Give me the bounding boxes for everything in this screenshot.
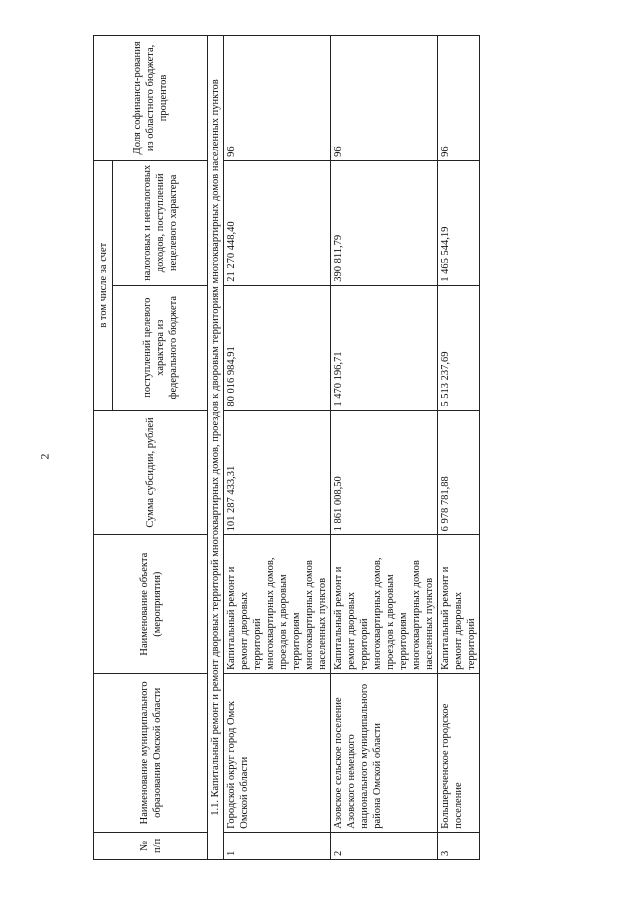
row-share: 96 [331,36,438,161]
row-tax: 1 465 544,19 [438,160,480,285]
row-municipality: Городской округ город Омск Омской области [224,673,331,832]
page-number: 2 [37,453,52,460]
header-num: № п/п [94,832,208,859]
section-title: 1.1. Капитальный ремонт и ремонт дворовых территорий многоквартирных домов, проездов к дворовым территориям многоквартирных домов населенных пунктов [208,36,224,860]
subsidy-table-container [93,35,477,860]
header-object: Наименование объекта (мероприятия) [94,535,208,673]
table-row [438,36,480,860]
section-row [208,36,224,860]
row-amount: 101 287 433,31 [224,410,331,535]
table-header-row [94,36,113,860]
table-row [331,36,438,860]
row-amount: 1 861 008,50 [331,410,438,535]
row-object: Капитальный ремонт и ремонт дворовых территорий многоквартирных домов, проездов к дворовым территориям многоквартирных домов населенных пунктов [331,535,438,673]
header-municipality: Наименование муниципального образования Омской области [94,673,208,832]
header-share: Доля софинанси-рования из областного бюджета, процентов [94,36,208,161]
row-share: 96 [224,36,331,161]
subsidy-table [93,35,480,860]
header-federal: поступлений целевого характера из федерального бюджета [113,285,208,410]
row-federal: 80 016 984,91 [224,285,331,410]
row-municipality: Азовское сельское поселение Азовского немецкого национального муниципального района Омской области [331,673,438,832]
table-row [224,36,331,860]
header-including: в том числе за счет [94,160,113,410]
row-num: 1 [224,832,331,859]
row-municipality: Большереченское городское поселение [438,673,480,832]
row-federal: 5 513 237,69 [438,285,480,410]
row-share: 96 [438,36,480,161]
row-tax: 390 811,79 [331,160,438,285]
header-tax: налоговых и неналоговых доходов, поступлений нецелевого характера [113,160,208,285]
row-num: 2 [331,832,438,859]
row-object: Капитальный ремонт и ремонт дворовых территорий [438,535,480,673]
header-amount: Сумма субсидии, рублей [94,410,208,535]
row-num: 3 [438,832,480,859]
row-federal: 1 470 196,71 [331,285,438,410]
row-amount: 6 978 781,88 [438,410,480,535]
row-tax: 21 270 448,40 [224,160,331,285]
row-object: Капитальный ремонт и ремонт дворовых территорий многоквартирных домов, проездов к дворовым территориям многоквартирных домов населенных пунктов [224,535,331,673]
